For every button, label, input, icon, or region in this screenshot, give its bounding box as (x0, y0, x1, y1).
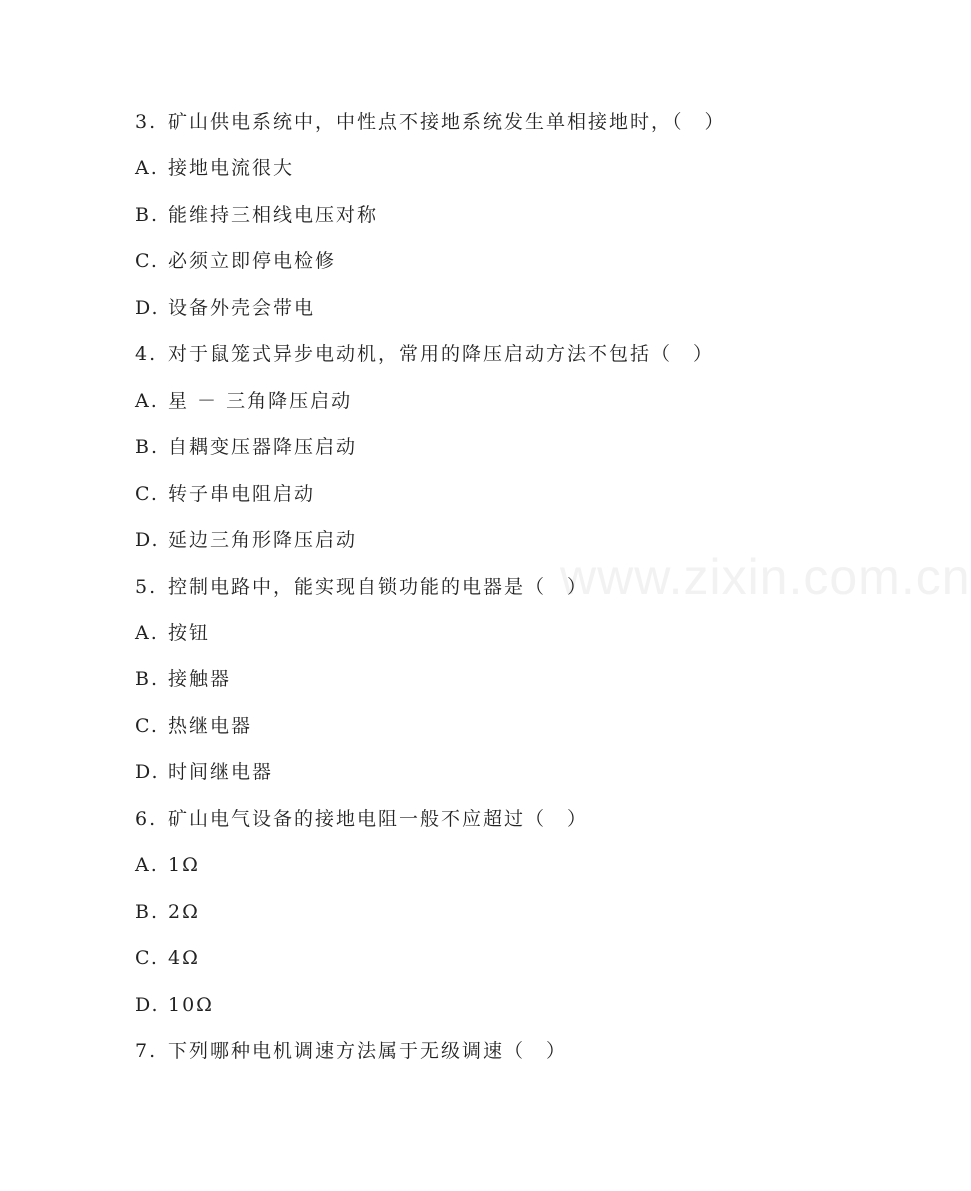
question-5-option-b (135, 665, 231, 693)
option-label: D. (135, 297, 160, 319)
question-4-option-c (135, 480, 315, 508)
question-7-stem (135, 1037, 567, 1065)
option-text: 接地电流很大 (168, 157, 295, 179)
watermark: www.zixin.com.cn (560, 549, 971, 605)
option-text: 必须立即停电检修 (168, 250, 337, 272)
option-text: 1Ω (168, 854, 200, 876)
question-4-option-d (135, 526, 357, 554)
option-text: 自耦变压器降压启动 (168, 436, 358, 458)
option-label: D. (135, 761, 160, 783)
question-number: 5. (135, 576, 158, 598)
question-4-option-a (135, 387, 352, 415)
question-5-option-c (135, 712, 252, 740)
question-5-stem (135, 573, 588, 601)
option-label: B. (135, 668, 160, 690)
question-3-option-b (135, 201, 378, 229)
question-5-option-a (135, 619, 210, 647)
question-number: 7. (135, 1040, 158, 1062)
option-text: 按钮 (168, 622, 211, 644)
question-number: 6. (135, 808, 158, 830)
question-6-option-b (135, 898, 200, 926)
option-label: B. (135, 436, 160, 458)
question-3-stem (135, 108, 726, 136)
option-text: 4Ω (168, 947, 200, 969)
question-text: 矿山电气设备的接地电阻一般不应超过（ ） (168, 808, 589, 830)
option-label: C. (135, 947, 159, 969)
question-text: 对于鼠笼式异步电动机，常用的降压启动方法不包括（ ） (168, 343, 715, 365)
option-label: C. (135, 715, 159, 737)
option-label: D. (135, 529, 160, 551)
option-text: 能维持三相线电压对称 (168, 204, 379, 226)
option-text: 热继电器 (168, 715, 253, 737)
option-label: A. (135, 622, 159, 644)
question-5-option-d (135, 758, 273, 786)
option-text: 转子串电阻启动 (168, 483, 316, 505)
option-text: 10Ω (168, 994, 214, 1016)
option-label: C. (135, 250, 159, 272)
option-label: B. (135, 901, 160, 923)
option-text: 时间继电器 (168, 761, 274, 783)
question-text: 下列哪种电机调速方法属于无级调速（ ） (168, 1040, 568, 1062)
question-6-option-c (135, 944, 200, 972)
option-label: A. (135, 854, 159, 876)
question-3-option-c (135, 247, 336, 275)
option-label: D. (135, 994, 160, 1016)
option-text: 星 － 三角降压启动 (168, 390, 353, 412)
question-number: 4. (135, 343, 158, 365)
question-text: 矿山供电系统中，中性点不接地系统发生单相接地时，（ ） (168, 111, 726, 133)
option-text: 接触器 (168, 668, 232, 690)
question-4-stem (135, 340, 714, 368)
question-6-stem (135, 805, 588, 833)
option-label: B. (135, 204, 160, 226)
option-text: 延边三角形降压启动 (168, 529, 358, 551)
option-label: A. (135, 157, 159, 179)
option-label: C. (135, 483, 159, 505)
question-3-option-a (135, 154, 294, 182)
question-3-option-d (135, 294, 315, 322)
question-6-option-d (135, 991, 214, 1019)
option-text: 2Ω (168, 901, 200, 923)
option-text: 设备外壳会带电 (168, 297, 316, 319)
question-text: 控制电路中，能实现自锁功能的电器是（ ） (168, 576, 589, 598)
question-4-option-b (135, 433, 357, 461)
option-label: A. (135, 390, 159, 412)
question-6-option-a (135, 851, 200, 879)
question-number: 3. (135, 111, 158, 133)
